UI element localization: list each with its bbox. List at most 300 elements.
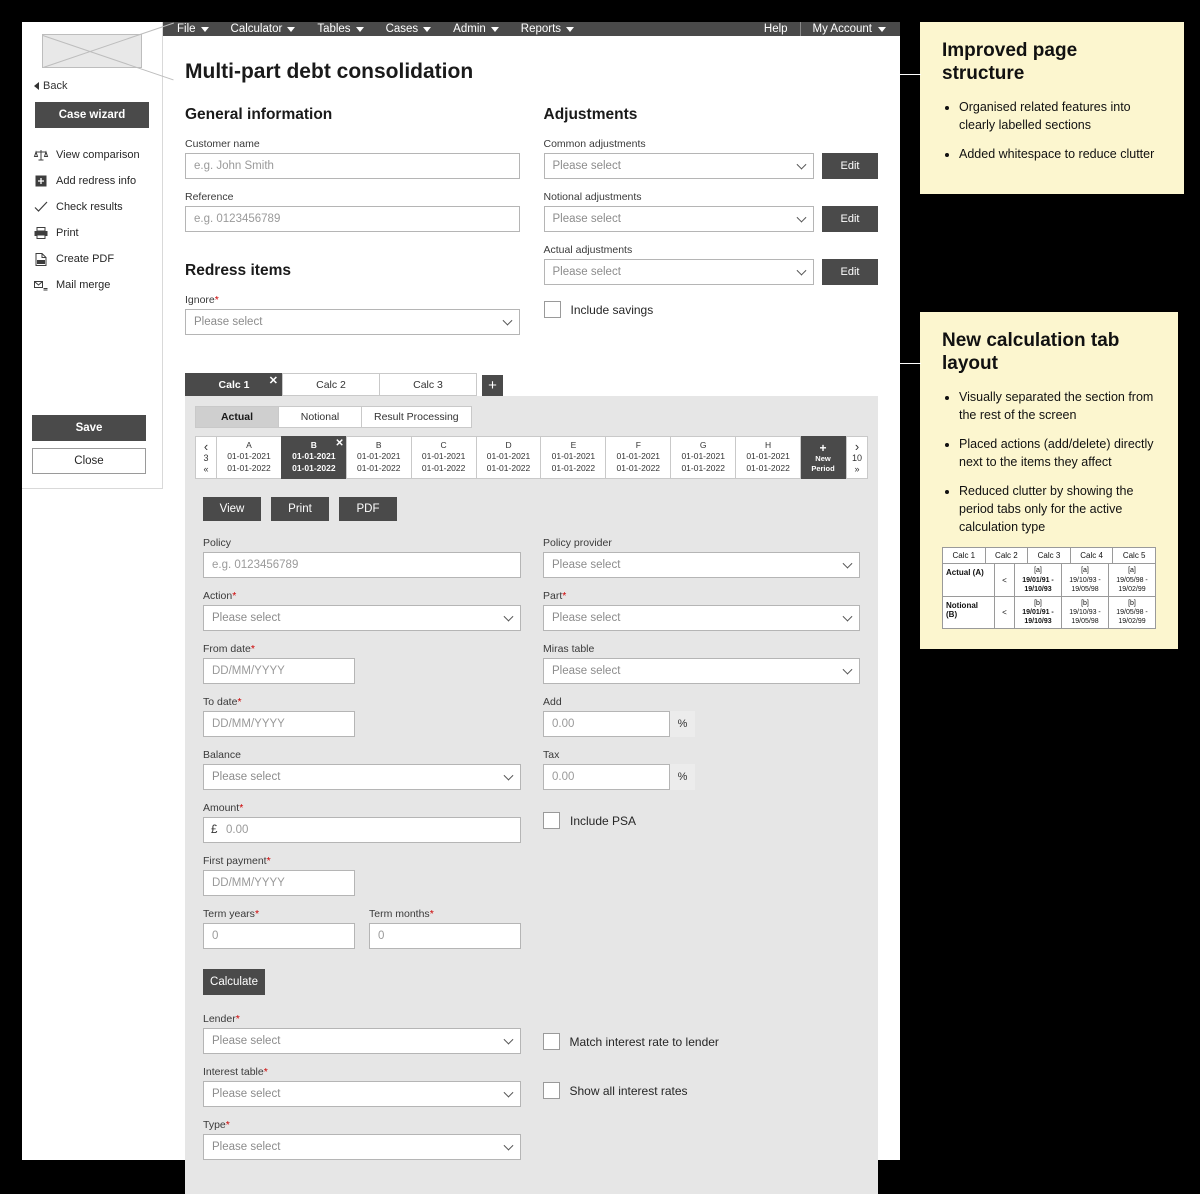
lender-select[interactable] [203, 1028, 521, 1054]
calc-form [195, 537, 868, 961]
from-date-input[interactable] [203, 658, 355, 684]
mini-row-header: Actual (A) [943, 564, 995, 595]
sidebar-item-label: Print [56, 227, 79, 239]
mini-cell [1109, 597, 1155, 628]
policy-provider-select[interactable] [543, 552, 860, 578]
actual-adjustments-row [544, 259, 879, 285]
period-key: G [699, 440, 707, 450]
callout-title: Improved page structure [942, 40, 1078, 84]
mini-cell [1015, 564, 1062, 595]
callout-bullets [942, 98, 1162, 163]
check-icon [34, 200, 48, 214]
mini-tab: Calc 3 [1028, 548, 1071, 564]
sub-tab-result-processing[interactable]: Result Processing [361, 406, 472, 428]
notional-adjustments-value: Please select [552, 213, 621, 225]
mini-tab: Calc 4 [1071, 548, 1114, 564]
calc-panel [185, 396, 878, 1194]
period-key: C [440, 440, 447, 450]
common-adjustments-row [544, 153, 879, 179]
field-notional-adjustments [544, 191, 879, 232]
app-window [22, 22, 900, 1160]
period-tab[interactable] [670, 436, 736, 479]
label-to-date [203, 696, 521, 708]
chevron-down-icon [843, 559, 853, 569]
menu-label: Cases [385, 23, 419, 35]
menu-calculator[interactable] [231, 23, 296, 35]
label-text: Type [203, 1119, 226, 1132]
menu-cases[interactable] [386, 23, 432, 35]
field-ignore [185, 294, 520, 335]
chevron-down-icon [287, 27, 295, 32]
label-text: Lender [203, 1013, 236, 1026]
period-to: 01-01-2022 [421, 462, 466, 473]
period-key: F [635, 440, 641, 450]
label-policy: Policy [203, 537, 232, 550]
chevron-left-icon [34, 82, 39, 90]
required-marker: * [239, 802, 244, 815]
required-marker: * [263, 1066, 268, 1079]
calc-tab-2[interactable]: Calc 2 [282, 373, 380, 396]
calc-form-left [203, 537, 521, 961]
balance-select-value: Please select [212, 771, 281, 784]
menu-label: Calculator [230, 23, 283, 35]
printer-icon [34, 226, 48, 240]
view-button[interactable]: View [203, 497, 261, 521]
new-period-button[interactable] [800, 436, 846, 479]
field-actual-adjustments [544, 244, 879, 285]
calc-tabs [185, 373, 878, 396]
calc-tab-1[interactable] [185, 373, 283, 396]
my-account-label[interactable]: My Account [812, 23, 872, 35]
field-interest-table [203, 1066, 521, 1107]
required-marker: * [214, 294, 219, 306]
chevron-down-icon [504, 771, 514, 781]
callout-new-calculation-tab-layout [920, 312, 1178, 649]
chevron-down-icon [843, 612, 853, 622]
amount-input[interactable] [203, 817, 521, 843]
required-marker: * [225, 1119, 230, 1132]
mail-merge-icon [34, 278, 48, 292]
field-type [203, 1119, 521, 1160]
notional-adjustments-row [544, 206, 879, 232]
label-text: Ignore [185, 294, 215, 306]
sidebar-item-label: Mail merge [56, 279, 111, 291]
period-tab-active[interactable] [281, 436, 347, 479]
field-lender [203, 1013, 521, 1054]
label-notional-adjustments: Notional adjustments [543, 191, 642, 203]
mini-cell-range: 19/01/91 - 19/10/93 [1022, 608, 1054, 625]
show-all-interest-rates-checkbox[interactable] [543, 1082, 560, 1099]
mini-tab-diagram [942, 547, 1156, 629]
edit-actual-adjustments-button[interactable]: Edit [822, 259, 878, 285]
include-psa-checkbox[interactable] [543, 812, 560, 829]
label-amount [203, 802, 521, 814]
mini-row-header: Notional (B) [943, 597, 995, 628]
new-period-line2: Period [811, 463, 835, 473]
policy-provider-value: Please select [552, 559, 621, 572]
print-button[interactable]: Print [271, 497, 329, 521]
period-next-count: 10 [852, 453, 863, 464]
pdf-button[interactable]: PDF [339, 497, 397, 521]
sidebar-item-mail-merge[interactable] [32, 272, 152, 298]
field-action [203, 590, 521, 631]
balance-select[interactable] [203, 764, 521, 790]
period-from: 01-01-2021 [551, 451, 596, 462]
period-to: 01-01-2022 [227, 462, 271, 473]
field-first-payment [203, 855, 521, 896]
adjustments-section [544, 106, 879, 347]
sidebar-item-label: Check results [56, 201, 123, 213]
label-text: Amount [203, 802, 240, 815]
field-customer-name [185, 138, 520, 179]
interest-table-select[interactable] [203, 1081, 521, 1107]
part-select-value: Please select [552, 612, 621, 625]
label-text: Action [203, 590, 233, 603]
field-reference [185, 191, 520, 232]
period-tab[interactable] [216, 436, 282, 479]
term-years-input[interactable] [203, 923, 355, 949]
required-marker: * [266, 855, 271, 868]
period-prev-more-icon: « [203, 464, 209, 475]
mini-cell [1062, 597, 1109, 628]
sidebar-item-create-pdf[interactable] [32, 246, 152, 272]
period-tab[interactable] [411, 436, 477, 479]
period-tabs [195, 436, 868, 479]
mini-tab: Calc 5 [1113, 548, 1155, 564]
percent-suffix: % [669, 711, 695, 737]
sidebar-item-label: Create PDF [56, 253, 115, 265]
save-button[interactable]: Save [32, 415, 146, 441]
leader-line-2 [858, 363, 921, 364]
chevron-down-icon [797, 160, 807, 170]
menu-label: Admin [453, 23, 486, 35]
label-common-adjustments: Common adjustments [543, 138, 646, 150]
calc-form-lower-left [203, 1013, 521, 1172]
label-text: Term years [203, 908, 255, 921]
mini-cell-tag: [a] [1034, 567, 1042, 575]
action-select[interactable] [203, 605, 521, 631]
field-term-months [369, 908, 521, 949]
period-actions [203, 497, 868, 521]
match-interest-rate-label: Match interest rate to lender [569, 1034, 719, 1049]
label-text: To date [203, 696, 238, 709]
chevron-down-icon [491, 27, 499, 32]
period-to: 01-01-2022 [746, 462, 790, 473]
period-tab[interactable] [540, 436, 606, 479]
chevron-down-icon [797, 213, 807, 223]
menu-label: Reports [520, 23, 562, 35]
part-select[interactable] [543, 605, 860, 631]
top-columns [185, 106, 878, 347]
period-to: 01-01-2022 [292, 462, 336, 473]
mini-cell-range: 19/10/93 - 19/05/98 [1069, 608, 1101, 625]
new-period-line1: New [815, 454, 831, 464]
mini-row-prev-icon: < [995, 597, 1015, 628]
percent-suffix: % [669, 764, 695, 790]
field-tax [543, 749, 860, 790]
chevron-down-icon [201, 27, 209, 32]
mini-cell-range: 19/05/98 - 19/02/99 [1116, 608, 1148, 625]
page-title: Multi-part debt consolidation [185, 60, 474, 83]
lender-select-value: Please select [212, 1035, 281, 1048]
field-amount [203, 802, 521, 843]
match-rate-row [543, 1033, 861, 1050]
required-marker: * [250, 643, 255, 656]
label-type [203, 1119, 521, 1131]
label-customer-name: Customer name [185, 138, 260, 150]
required-marker: * [232, 590, 237, 603]
period-from: 01-01-2021 [486, 451, 531, 462]
label-policy-provider: Policy provider [543, 537, 612, 550]
ignore-select-value: Please select [194, 316, 263, 328]
period-prev-count: 3 [203, 453, 209, 464]
field-term-years [203, 908, 355, 949]
close-button[interactable]: Close [32, 448, 146, 474]
menu-file[interactable] [177, 23, 209, 35]
notional-adjustments-select[interactable] [544, 206, 815, 232]
callout-title: New calculation tab layout [942, 330, 1120, 374]
close-icon[interactable]: ✕ [335, 438, 344, 449]
period-key: A [246, 440, 252, 450]
field-from-date [203, 643, 521, 684]
callout-bullet: • Visually separated the section from the rest of the screen [959, 388, 1156, 424]
label-tax: Tax [543, 749, 560, 762]
include-savings-row [544, 301, 879, 318]
main-area [163, 22, 900, 1160]
tax-wrapper [543, 764, 695, 790]
chevron-down-icon [843, 665, 853, 675]
compare-icon [34, 148, 48, 162]
content [163, 36, 900, 1194]
mini-cell [1062, 564, 1109, 595]
field-to-date [203, 696, 521, 737]
add-calc-tab-button[interactable]: + [482, 375, 503, 396]
close-icon[interactable]: ✕ [268, 375, 278, 387]
mini-diagram-row [943, 564, 1155, 596]
policy-input[interactable] [203, 552, 521, 578]
common-adjustments-select[interactable] [544, 153, 815, 179]
period-to: 01-01-2022 [486, 462, 531, 473]
section-heading-general: General information [185, 106, 333, 123]
chevron-right-icon: › [854, 439, 860, 455]
calc-tab-label: Calc 1 [218, 378, 250, 391]
period-from: 01-01-2021 [356, 451, 401, 462]
add-wrapper [543, 711, 695, 737]
period-key: E [570, 440, 577, 450]
common-adjustments-value: Please select [552, 160, 621, 172]
period-from: 01-01-2021 [681, 451, 725, 462]
menu-tables[interactable] [317, 23, 363, 35]
mini-cell [1109, 564, 1155, 595]
calc-sub-tabs [195, 406, 868, 428]
menubar-right [764, 22, 886, 36]
case-wizard-button[interactable]: Case wizard [35, 102, 149, 128]
mini-cell [1015, 597, 1062, 628]
label-interest-table [203, 1066, 521, 1078]
actual-adjustments-select[interactable] [544, 259, 815, 285]
include-savings-label: Include savings [570, 302, 654, 317]
menu-reports[interactable] [521, 23, 574, 35]
miras-table-select[interactable] [543, 658, 860, 684]
first-payment-input[interactable] [203, 870, 355, 896]
label-actual-adjustments: Actual adjustments [543, 244, 633, 256]
mini-cell-tag: [a] [1128, 567, 1136, 575]
type-select[interactable] [203, 1134, 521, 1160]
period-tab[interactable] [346, 436, 412, 479]
mini-tab: Calc 2 [986, 548, 1029, 564]
sidebar-item-check-results[interactable] [32, 194, 152, 220]
ignore-select[interactable] [185, 309, 520, 335]
calculation-section [185, 373, 878, 1194]
chevron-down-icon [502, 316, 512, 326]
term-months-input[interactable] [369, 923, 521, 949]
field-part [543, 590, 860, 631]
period-key: B [310, 440, 317, 450]
period-key: H [765, 440, 772, 450]
label-part [543, 590, 860, 602]
sidebar-item-add-redress-info[interactable] [32, 168, 152, 194]
chevron-left-icon: ‹ [203, 439, 209, 455]
edit-common-adjustments-button[interactable]: Edit [822, 153, 878, 179]
help-link[interactable]: Help [763, 23, 788, 35]
sidebar-item-print[interactable] [32, 220, 152, 246]
calc-tab-3[interactable]: Calc 3 [379, 373, 477, 396]
period-prev-button[interactable] [195, 436, 217, 479]
menubar [163, 22, 900, 36]
period-from: 01-01-2021 [292, 451, 336, 462]
logo-placeholder-icon [42, 34, 142, 68]
field-add [543, 696, 860, 737]
chevron-down-icon [356, 27, 364, 32]
amount-wrapper [203, 817, 521, 843]
label-lender [203, 1013, 521, 1025]
field-policy-provider [543, 537, 860, 578]
label-text: Part [543, 590, 563, 603]
calculate-button[interactable]: Calculate [203, 969, 265, 995]
include-psa-row [543, 812, 860, 829]
period-from: 01-01-2021 [421, 451, 466, 462]
field-policy [203, 537, 521, 578]
label-text: First payment [203, 855, 267, 868]
mini-cell-tag: [b] [1081, 599, 1089, 607]
label-text: From date [203, 643, 251, 656]
label-first-payment [203, 855, 521, 867]
mini-cell-tag: [a] [1081, 567, 1089, 575]
required-marker: * [562, 590, 567, 603]
period-from: 01-01-2021 [746, 451, 790, 462]
edit-notional-adjustments-button[interactable]: Edit [822, 206, 878, 232]
callout-bullet: • Placed actions (add/delete) directly next to the items they affect [959, 435, 1156, 471]
label-balance: Balance [203, 749, 241, 762]
sub-tab-actual[interactable]: Actual [195, 406, 279, 428]
actual-adjustments-value: Please select [552, 266, 621, 278]
required-marker: * [254, 908, 260, 921]
label-term-years [203, 908, 355, 920]
menu-admin[interactable] [453, 23, 499, 35]
leader-dot-2 [855, 360, 862, 367]
type-select-value: Please select [212, 1141, 281, 1154]
period-to: 01-01-2022 [616, 462, 661, 473]
period-key: D [505, 440, 512, 450]
pdf-file-icon [34, 252, 48, 266]
period-from: 01-01-2021 [616, 451, 661, 462]
period-to: 01-01-2022 [681, 462, 725, 473]
period-next-button[interactable] [846, 436, 868, 479]
miras-table-value: Please select [552, 665, 621, 678]
label-text: Interest table [203, 1066, 264, 1079]
match-interest-rate-checkbox[interactable] [543, 1033, 560, 1050]
sidebar-item-label: Add redress info [56, 175, 137, 187]
required-marker: * [237, 696, 242, 709]
reference-input[interactable] [185, 206, 520, 232]
label-miras-table: Miras table [543, 643, 595, 656]
leader-line-1 [879, 74, 921, 75]
field-common-adjustments [544, 138, 879, 179]
chevron-down-icon [504, 612, 514, 622]
show-rates-row [543, 1082, 861, 1099]
menu-label: File [177, 23, 196, 35]
customer-name-input[interactable] [185, 153, 520, 179]
plus-icon: + [819, 441, 827, 456]
mini-cell-range: 19/05/98 - 19/02/99 [1116, 576, 1148, 593]
period-tab[interactable] [476, 436, 542, 479]
chevron-down-icon [503, 1035, 513, 1045]
period-to: 01-01-2022 [356, 462, 401, 473]
chevron-down-icon [797, 266, 807, 276]
action-select-value: Please select [212, 612, 281, 625]
callout-bullet: • Reduced clutter by showing the period tabs only for the active calculation type [959, 482, 1156, 536]
period-key: B [375, 440, 382, 450]
term-fields [203, 908, 521, 961]
chevron-down-icon [878, 27, 886, 32]
mini-cell-tag: [b] [1034, 599, 1042, 607]
chevron-down-icon [423, 27, 431, 32]
mini-cell-range: 19/10/93 - 19/05/98 [1069, 576, 1101, 593]
period-next-more-icon: » [854, 464, 860, 475]
callout-improved-page-structure [920, 22, 1184, 194]
section-heading-adjustments: Adjustments [543, 106, 638, 123]
calc-form-lower-right [543, 1013, 861, 1172]
required-marker: * [235, 1013, 240, 1026]
chevron-down-icon [503, 1141, 513, 1151]
callout-bullet: • Organised related features into clearly labelled sections [959, 98, 1162, 134]
period-tab[interactable] [735, 436, 801, 479]
mini-tab: Calc 1 [943, 548, 986, 564]
period-from: 01-01-2021 [227, 451, 271, 462]
include-savings-checkbox[interactable] [544, 301, 561, 318]
sub-tab-notional[interactable]: Notional [278, 406, 362, 428]
field-balance [203, 749, 521, 790]
back-link[interactable] [34, 80, 152, 92]
mini-cell-tag: [b] [1128, 599, 1136, 607]
callout-bullets [942, 388, 1156, 537]
mini-diagram-row [943, 597, 1155, 628]
show-all-interest-rates-label: Show all interest rates [569, 1083, 688, 1098]
label-ignore [185, 294, 520, 306]
period-to: 01-01-2022 [551, 462, 596, 473]
include-psa-label: Include PSA [570, 813, 637, 828]
sidebar-actions [32, 415, 146, 474]
chevron-down-icon [566, 27, 574, 32]
label-action [203, 590, 521, 602]
calc-form-lower [195, 1013, 868, 1172]
currency-symbol: £ [211, 824, 218, 837]
sidebar-item-view-comparison[interactable] [32, 142, 152, 168]
period-tab[interactable] [605, 436, 671, 479]
interest-table-value: Please select [212, 1088, 281, 1101]
to-date-input[interactable] [203, 711, 355, 737]
label-from-date [203, 643, 521, 655]
